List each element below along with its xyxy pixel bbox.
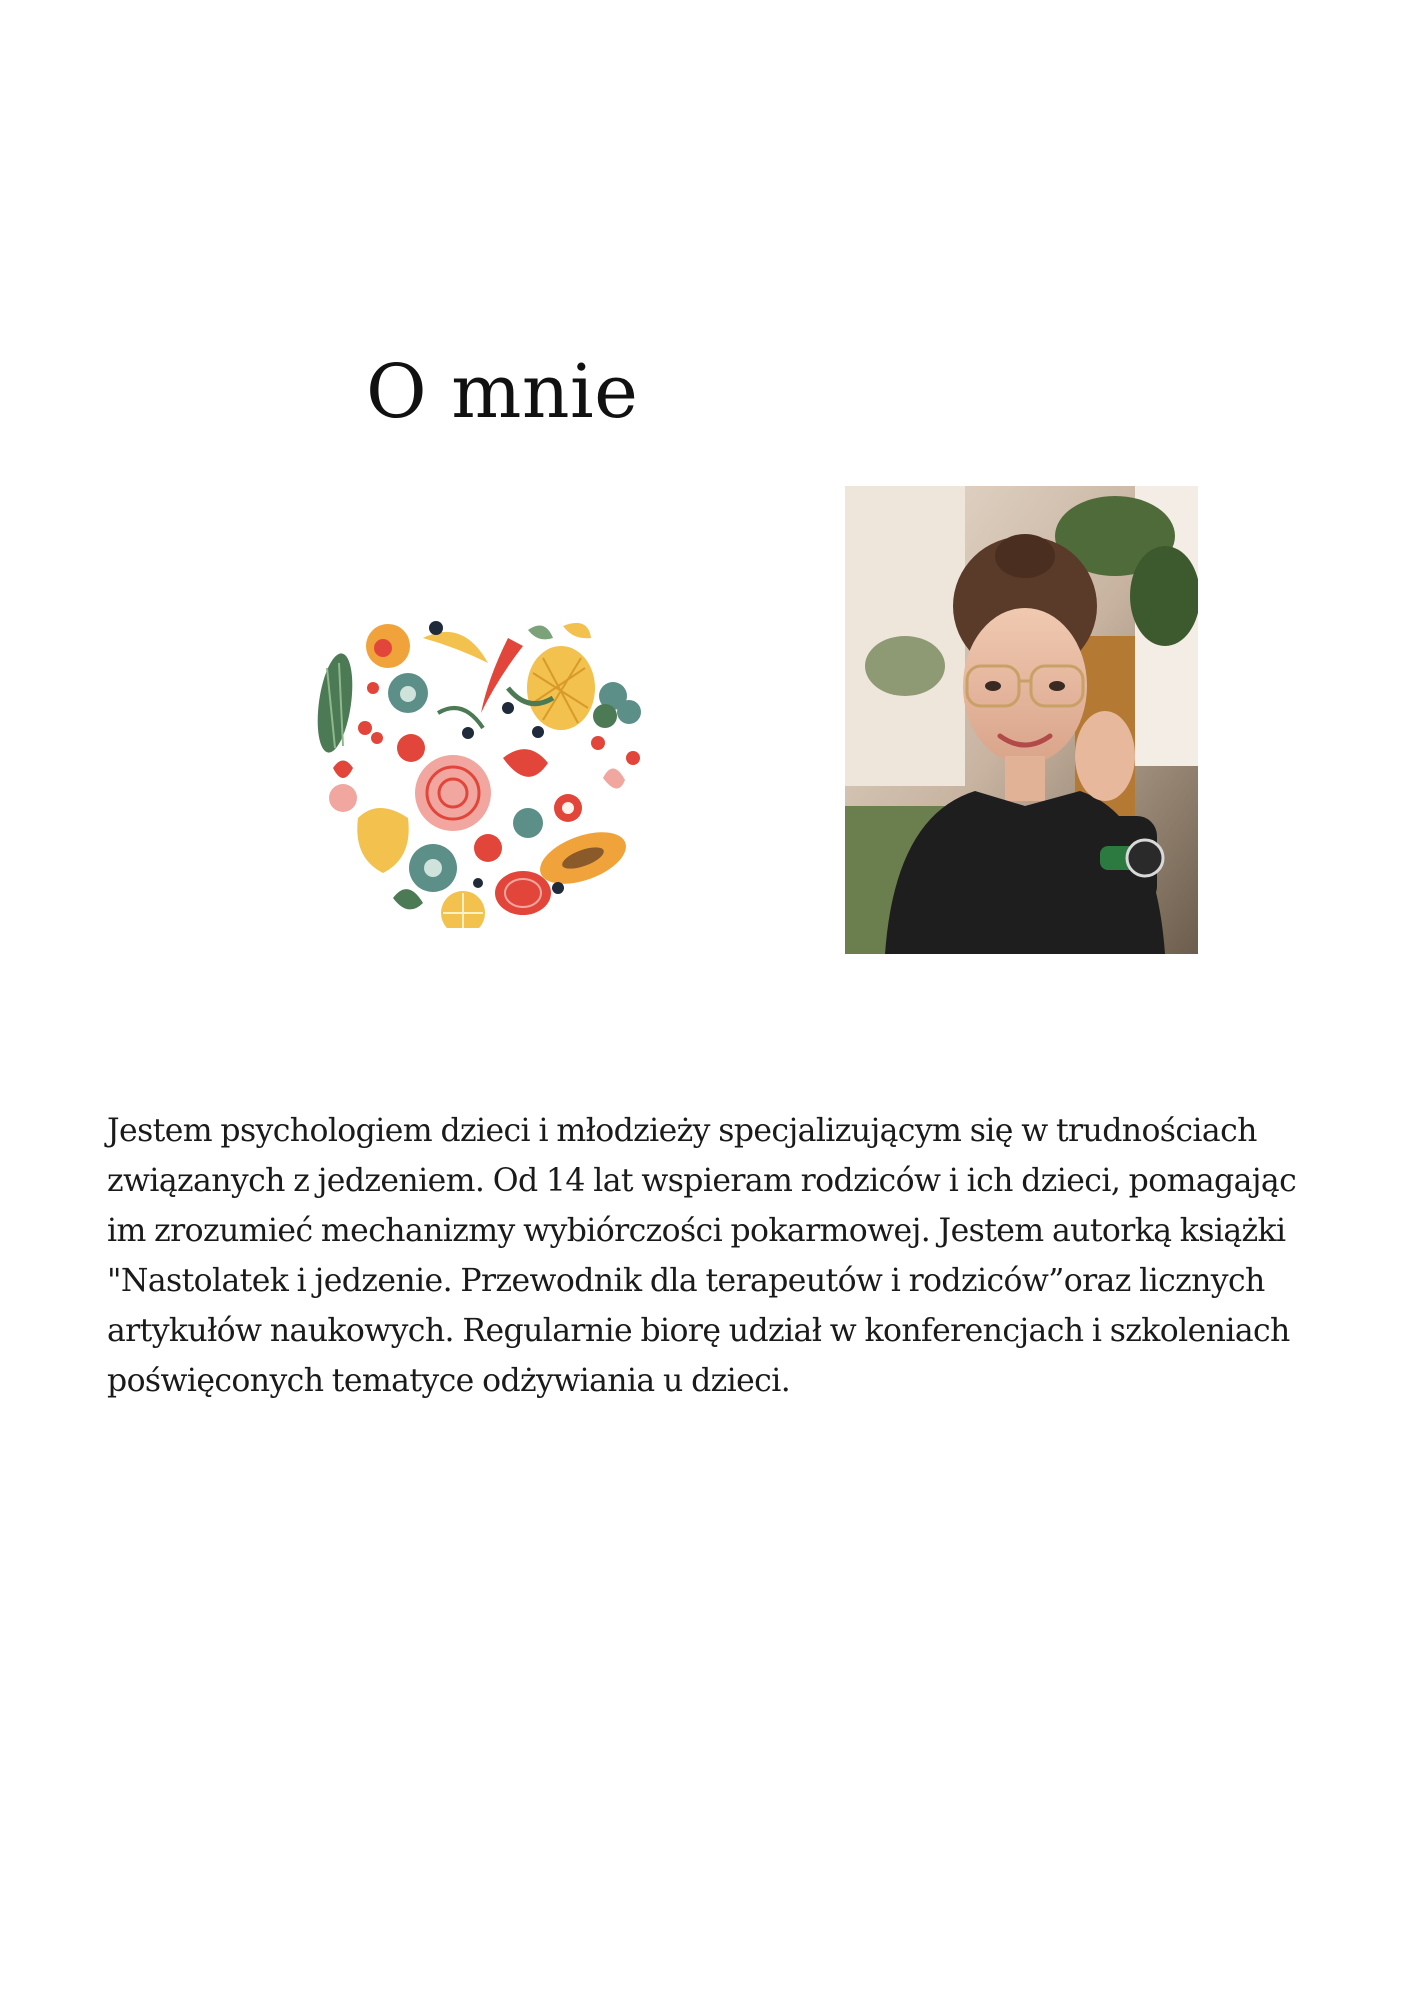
bio-line: poświęconych tematyce odżywiania u dzieci. [107, 1363, 791, 1399]
apple-icon [388, 673, 428, 713]
portrait-photo [845, 486, 1198, 954]
bio-line: Jestem psychologiem dzieci i młodzieży specjalizującym się w trudnościach [107, 1113, 1257, 1149]
page-title: O mnie [366, 349, 639, 435]
kiwi-icon [409, 844, 457, 892]
chili-pepper-icon [481, 638, 523, 713]
bio-line: im zrozumieć mechanizmy wybiórczości pokarmowej. Jestem autorką książki [107, 1213, 1286, 1249]
bio-line: związanych z jedzeniem. Od 14 lat wspieram rodziców i ich dzieci, pomagając [107, 1163, 1297, 1199]
peach-icon [366, 624, 410, 668]
fruit-vegetable-heart-icon [313, 618, 653, 928]
papaya-icon [533, 822, 633, 894]
bio-text [107, 1106, 1337, 1406]
cabbage-icon [415, 755, 491, 831]
lemon-slice-icon [441, 891, 485, 928]
bell-pepper-icon [357, 808, 408, 873]
bio-line: artykułów naukowych. Regularnie biorę udział w konferencjach i szkoleniach [107, 1313, 1290, 1349]
onion-icon [495, 871, 551, 915]
melon-slice-icon [423, 632, 488, 663]
bio-line: "Nastolatek i jedzenie. Przewodnik dla terapeutów i rodziców”oraz licznych [107, 1263, 1265, 1299]
zucchini-icon [313, 651, 358, 754]
pineapple-icon [527, 646, 595, 730]
broccoli-icon [593, 682, 641, 728]
